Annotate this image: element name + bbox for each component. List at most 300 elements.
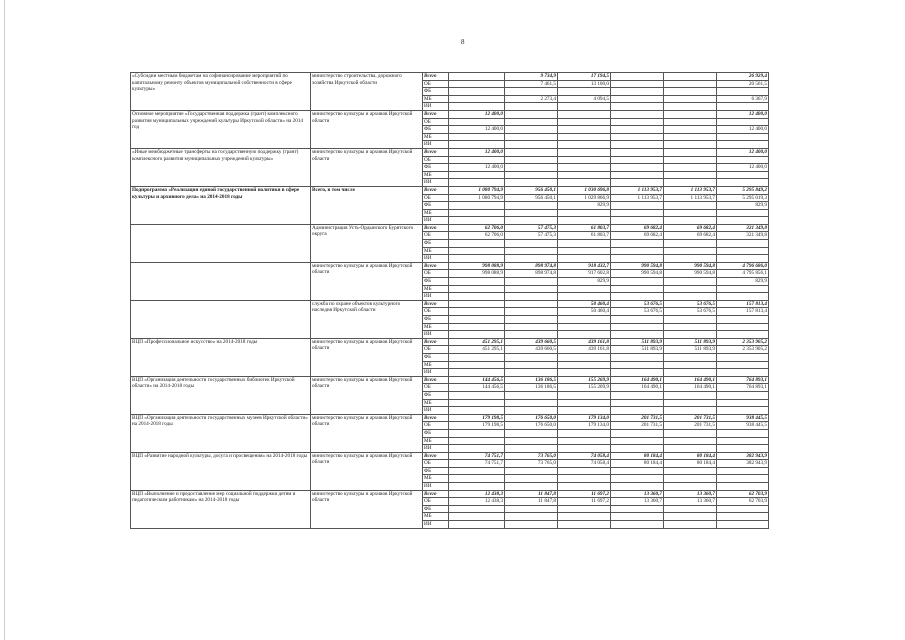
total-amount-cell: 62 703,9 (717, 490, 769, 498)
year-amount-cell: 898 974,8 (505, 262, 558, 270)
year-amount-cell (611, 110, 664, 118)
year-amount-cell (449, 445, 505, 453)
total-amount-cell: 26 929,4 (717, 73, 769, 81)
year-amount-cell: 201 731,5 (664, 422, 717, 430)
year-amount-cell (611, 148, 664, 156)
funding-source-cell: МБ (423, 361, 449, 369)
table-row (131, 73, 769, 81)
funding-source-cell: МБ (423, 95, 449, 103)
year-amount-cell (505, 141, 558, 149)
year-amount-cell (611, 513, 664, 521)
total-amount-cell (717, 475, 769, 483)
total-amount-cell (717, 316, 769, 324)
year-amount-cell: 12 438,3 (449, 498, 505, 506)
year-amount-cell: 11 847,8 (505, 490, 558, 498)
funding-source-cell: ОБ (423, 194, 449, 202)
year-amount-cell (664, 73, 717, 81)
year-amount-cell (558, 255, 611, 263)
year-amount-cell (449, 95, 505, 103)
total-amount-cell (717, 521, 769, 529)
funding-source-cell: МБ (423, 437, 449, 445)
year-amount-cell: 73 765,0 (505, 452, 558, 460)
year-amount-cell (505, 323, 558, 331)
year-amount-cell (449, 323, 505, 331)
total-amount-cell (717, 141, 769, 149)
year-amount-cell (505, 353, 558, 361)
responsible-executor-cell: министерство культуры и архивов Иркутской области (311, 490, 423, 528)
year-amount-cell (558, 240, 611, 248)
total-amount-cell (717, 255, 769, 263)
year-amount-cell (664, 513, 717, 521)
total-amount-cell: 829,9 (717, 278, 769, 286)
funding-source-cell: Всего (423, 490, 449, 498)
funding-source-cell: Всего (423, 110, 449, 118)
year-amount-cell (505, 467, 558, 475)
table-row (131, 300, 769, 308)
year-amount-cell (449, 505, 505, 513)
year-amount-cell (505, 247, 558, 255)
responsible-executor-cell: министерство культуры и архивов Иркутской области (311, 338, 423, 376)
year-amount-cell: 179 134,0 (558, 414, 611, 422)
year-amount-cell (505, 240, 558, 248)
program-name-cell (131, 300, 311, 338)
year-amount-cell (664, 202, 717, 210)
year-amount-cell: 1 080 794,9 (449, 186, 505, 194)
table-row (131, 224, 769, 232)
funding-source-cell: ИИ (423, 217, 449, 225)
total-amount-cell (717, 369, 769, 377)
year-amount-cell (449, 300, 505, 308)
year-amount-cell (611, 285, 664, 293)
year-amount-cell (558, 483, 611, 491)
funding-source-cell: ИИ (423, 179, 449, 187)
total-amount-cell: 6 367,9 (717, 95, 769, 103)
funding-source-cell: ФБ (423, 88, 449, 96)
year-amount-cell: 201 731,5 (664, 414, 717, 422)
year-amount-cell: 176 650,0 (505, 414, 558, 422)
year-amount-cell: 990 594,8 (664, 270, 717, 278)
year-amount-cell (505, 164, 558, 172)
total-amount-cell (717, 445, 769, 453)
year-amount-cell: 1 030 696,8 (558, 186, 611, 194)
year-amount-cell (558, 209, 611, 217)
year-amount-cell (449, 247, 505, 255)
total-amount-cell: 382 943,9 (717, 460, 769, 468)
year-amount-cell (505, 300, 558, 308)
funding-source-cell: ОБ (423, 118, 449, 126)
year-amount-cell (558, 110, 611, 118)
funding-source-cell: ИИ (423, 483, 449, 491)
responsible-executor-cell: служба по охране объектов культурного наследия Иркутской области (311, 300, 423, 338)
year-amount-cell (611, 505, 664, 513)
year-amount-cell (611, 445, 664, 453)
year-amount-cell (558, 316, 611, 324)
responsible-executor-cell: министерство культуры и архивов Иркутской области (311, 262, 423, 300)
funding-source-cell: ИИ (423, 255, 449, 263)
year-amount-cell: 53 676,5 (611, 300, 664, 308)
funding-source-cell: ОБ (423, 422, 449, 430)
year-amount-cell: 53 676,5 (611, 308, 664, 316)
year-amount-cell (664, 179, 717, 187)
year-amount-cell: 74 058,4 (558, 452, 611, 460)
funding-source-cell: Всего (423, 73, 449, 81)
year-amount-cell (505, 217, 558, 225)
year-amount-cell: 69 682,4 (611, 224, 664, 232)
year-amount-cell (664, 505, 717, 513)
total-amount-cell: 157 813,4 (717, 308, 769, 316)
year-amount-cell (558, 88, 611, 96)
year-amount-cell: 1 113 953,7 (664, 186, 717, 194)
year-amount-cell (505, 133, 558, 141)
year-amount-cell (664, 95, 717, 103)
total-amount-cell (717, 437, 769, 445)
year-amount-cell (505, 209, 558, 217)
year-amount-cell (505, 179, 558, 187)
total-amount-cell: 5 295 849,2 (717, 186, 769, 194)
funding-source-cell: ОБ (423, 156, 449, 164)
funding-source-cell: МБ (423, 209, 449, 217)
year-amount-cell (449, 133, 505, 141)
year-amount-cell: 136 186,5 (505, 376, 558, 384)
program-name-cell: ВЦП «Профессиональное искусство» на 2014-2018 годы (131, 338, 311, 376)
year-amount-cell (611, 475, 664, 483)
year-amount-cell (664, 88, 717, 96)
funding-source-cell: МБ (423, 475, 449, 483)
total-amount-cell (717, 467, 769, 475)
year-amount-cell (558, 399, 611, 407)
year-amount-cell (664, 164, 717, 172)
year-amount-cell (558, 429, 611, 437)
program-name-cell: Основное мероприятие «Государственная поддержка (грант) комплексного развития муниципальных учреждений культуры Иркутской области» на 2014 год (131, 110, 311, 148)
total-amount-cell: 4 796 686,0 (717, 262, 769, 270)
year-amount-cell (505, 361, 558, 369)
funding-source-cell: ИИ (423, 141, 449, 149)
total-amount-cell (717, 429, 769, 437)
year-amount-cell (449, 467, 505, 475)
year-amount-cell (449, 407, 505, 415)
total-amount-cell (717, 353, 769, 361)
year-amount-cell (664, 247, 717, 255)
table-row (131, 338, 769, 346)
year-amount-cell (449, 88, 505, 96)
year-amount-cell (558, 164, 611, 172)
year-amount-cell: 990 594,8 (611, 270, 664, 278)
year-amount-cell: 50 460,4 (558, 300, 611, 308)
year-amount-cell: 1 029 866,9 (558, 194, 611, 202)
year-amount-cell (664, 467, 717, 475)
funding-source-cell: ИИ (423, 369, 449, 377)
year-amount-cell (558, 323, 611, 331)
year-amount-cell: 898 974,8 (505, 270, 558, 278)
year-amount-cell: 439 161,8 (558, 346, 611, 354)
program-name-cell: «Субсидии местным бюджетам на софинансирование мероприятий по капитальному ремонту объектов муниципальной собственности в сфере культуры» (131, 73, 311, 111)
year-amount-cell (558, 247, 611, 255)
year-amount-cell: 829,9 (558, 278, 611, 286)
year-amount-cell (449, 255, 505, 263)
year-amount-cell: 61 803,7 (558, 224, 611, 232)
year-amount-cell (558, 331, 611, 339)
total-amount-cell: 12 400,0 (717, 148, 769, 156)
total-amount-cell: 20 561,5 (717, 80, 769, 88)
year-amount-cell (611, 240, 664, 248)
year-amount-cell: 12 400,0 (449, 126, 505, 134)
year-amount-cell (505, 331, 558, 339)
year-amount-cell (505, 483, 558, 491)
funding-source-cell: МБ (423, 171, 449, 179)
year-amount-cell (558, 133, 611, 141)
year-amount-cell: 74 751,7 (449, 460, 505, 468)
year-amount-cell: 74 751,7 (449, 452, 505, 460)
funding-source-cell: МБ (423, 323, 449, 331)
funding-source-cell: ИИ (423, 103, 449, 111)
total-amount-cell: 12 400,0 (717, 126, 769, 134)
year-amount-cell: 57 475,3 (505, 224, 558, 232)
table-row (131, 110, 769, 118)
year-amount-cell (558, 467, 611, 475)
program-name-cell: «Иные межбюджетные трансферты на государственную поддержку (грант) комплексного развития муниципальных учреждений культуры» (131, 148, 311, 186)
funding-source-cell: ОБ (423, 460, 449, 468)
year-amount-cell (664, 255, 717, 263)
year-amount-cell: 13 360,7 (664, 490, 717, 498)
year-amount-cell: 69 682,4 (611, 232, 664, 240)
year-amount-cell (558, 513, 611, 521)
funding-source-cell: Всего (423, 300, 449, 308)
total-amount-cell: 764 893,1 (717, 376, 769, 384)
budget-table-body (131, 73, 769, 529)
funding-source-cell: ФБ (423, 202, 449, 210)
total-amount-cell (717, 285, 769, 293)
year-amount-cell: 7 461,5 (505, 80, 558, 88)
year-amount-cell (505, 429, 558, 437)
year-amount-cell (611, 467, 664, 475)
year-amount-cell (664, 80, 717, 88)
year-amount-cell (505, 171, 558, 179)
funding-source-cell: ФБ (423, 316, 449, 324)
total-amount-cell (717, 407, 769, 415)
year-amount-cell: 57 475,3 (505, 232, 558, 240)
funding-source-cell: ОБ (423, 270, 449, 278)
year-amount-cell: 164 490,1 (611, 376, 664, 384)
year-amount-cell: 9 734,9 (505, 73, 558, 81)
year-amount-cell (449, 118, 505, 126)
year-amount-cell (505, 88, 558, 96)
year-amount-cell (558, 361, 611, 369)
year-amount-cell (558, 407, 611, 415)
year-amount-cell (664, 148, 717, 156)
year-amount-cell (664, 285, 717, 293)
program-name-cell: ВЦП «Организация деятельности государственных музеев Иркутской области» на 2014-2018 годы (131, 414, 311, 452)
year-amount-cell (449, 209, 505, 217)
total-amount-cell (717, 331, 769, 339)
year-amount-cell (611, 156, 664, 164)
year-amount-cell (611, 202, 664, 210)
year-amount-cell (611, 278, 664, 286)
year-amount-cell (505, 110, 558, 118)
responsible-executor-cell: министерство культуры и архивов Иркутской области (311, 452, 423, 490)
year-amount-cell (558, 521, 611, 529)
year-amount-cell: 53 676,5 (664, 300, 717, 308)
year-amount-cell (558, 475, 611, 483)
funding-source-cell: МБ (423, 247, 449, 255)
year-amount-cell (664, 475, 717, 483)
funding-source-cell: ИИ (423, 331, 449, 339)
year-amount-cell (664, 156, 717, 164)
year-amount-cell: 155 269,9 (558, 384, 611, 392)
funding-source-cell: ФБ (423, 353, 449, 361)
year-amount-cell (558, 285, 611, 293)
total-amount-cell (717, 209, 769, 217)
year-amount-cell (449, 217, 505, 225)
year-amount-cell (611, 483, 664, 491)
year-amount-cell (611, 369, 664, 377)
year-amount-cell: 956 450,1 (505, 186, 558, 194)
year-amount-cell (611, 316, 664, 324)
year-amount-cell: 511 893,9 (611, 346, 664, 354)
year-amount-cell: 179 134,0 (558, 422, 611, 430)
year-amount-cell: 13 100,0 (558, 80, 611, 88)
responsible-executor-cell: министерство культуры и архивов Иркутской области (311, 376, 423, 414)
year-amount-cell (449, 171, 505, 179)
year-amount-cell: 144 456,5 (449, 384, 505, 392)
year-amount-cell: 80 184,4 (664, 460, 717, 468)
total-amount-cell: 5 295 019,3 (717, 194, 769, 202)
year-amount-cell: 1 113 953,7 (611, 194, 664, 202)
year-amount-cell (664, 217, 717, 225)
year-amount-cell (449, 240, 505, 248)
year-amount-cell (664, 399, 717, 407)
year-amount-cell (611, 73, 664, 81)
funding-source-cell: Всего (423, 186, 449, 194)
total-amount-cell: 157 813,4 (717, 300, 769, 308)
year-amount-cell (558, 148, 611, 156)
year-amount-cell (664, 141, 717, 149)
year-amount-cell (449, 475, 505, 483)
year-amount-cell (558, 445, 611, 453)
total-amount-cell: 938 445,5 (717, 422, 769, 430)
funding-source-cell: Всего (423, 262, 449, 270)
scan-edge-line (4, 0, 5, 640)
funding-source-cell: ИИ (423, 521, 449, 529)
year-amount-cell (449, 156, 505, 164)
funding-source-cell: ИИ (423, 293, 449, 301)
year-amount-cell: 80 184,4 (664, 452, 717, 460)
total-amount-cell (717, 217, 769, 225)
year-amount-cell (449, 513, 505, 521)
year-amount-cell (558, 179, 611, 187)
year-amount-cell (558, 171, 611, 179)
year-amount-cell (611, 429, 664, 437)
page-number: 8 (461, 38, 465, 46)
year-amount-cell (558, 141, 611, 149)
year-amount-cell (611, 407, 664, 415)
year-amount-cell: 164 490,1 (664, 376, 717, 384)
total-amount-cell (717, 156, 769, 164)
responsible-executor-cell: Всего, в том числе (311, 186, 423, 224)
year-amount-cell: 990 594,8 (664, 262, 717, 270)
funding-source-cell: ФБ (423, 391, 449, 399)
year-amount-cell: 176 650,0 (505, 422, 558, 430)
funding-source-cell: Всего (423, 414, 449, 422)
program-name-cell: Подпрограмма «Реализация единой государственной политики в сфере культуры и архивного дела» на 2014-2018 годы (131, 186, 311, 224)
year-amount-cell: 136 186,5 (505, 384, 558, 392)
year-amount-cell (664, 110, 717, 118)
total-amount-cell (717, 240, 769, 248)
year-amount-cell (449, 73, 505, 81)
funding-source-cell: ОБ (423, 384, 449, 392)
year-amount-cell (505, 316, 558, 324)
year-amount-cell: 1 080 794,9 (449, 194, 505, 202)
funding-source-cell: Всего (423, 452, 449, 460)
funding-source-cell: ИИ (423, 445, 449, 453)
year-amount-cell (664, 521, 717, 529)
year-amount-cell: 439 660,5 (505, 346, 558, 354)
year-amount-cell (611, 95, 664, 103)
year-amount-cell: 164 490,1 (664, 384, 717, 392)
year-amount-cell (505, 445, 558, 453)
year-amount-cell (505, 505, 558, 513)
year-amount-cell (449, 179, 505, 187)
year-amount-cell (558, 217, 611, 225)
year-amount-cell: 11 697,2 (558, 498, 611, 506)
year-amount-cell (558, 293, 611, 301)
year-amount-cell (449, 202, 505, 210)
total-amount-cell: 764 893,1 (717, 384, 769, 392)
year-amount-cell: 80 184,4 (611, 460, 664, 468)
funding-source-cell: ОБ (423, 308, 449, 316)
funding-source-cell: ОБ (423, 346, 449, 354)
year-amount-cell (558, 353, 611, 361)
total-amount-cell (717, 505, 769, 513)
funding-source-cell: Всего (423, 338, 449, 346)
year-amount-cell (664, 240, 717, 248)
year-amount-cell (664, 445, 717, 453)
year-amount-cell: 201 731,5 (611, 414, 664, 422)
year-amount-cell (664, 323, 717, 331)
funding-source-cell: МБ (423, 133, 449, 141)
program-name-cell: ВЦП «Выполнение и предоставление мер социальной поддержки детям и педагогическим работникам» на 2014-2018 годы (131, 490, 311, 528)
year-amount-cell (664, 316, 717, 324)
year-amount-cell: 13 360,7 (611, 498, 664, 506)
table-row (131, 490, 769, 498)
year-amount-cell (611, 331, 664, 339)
table-row (131, 452, 769, 460)
funding-source-cell: МБ (423, 513, 449, 521)
year-amount-cell: 439 161,8 (558, 338, 611, 346)
year-amount-cell (558, 369, 611, 377)
year-amount-cell (505, 285, 558, 293)
year-amount-cell: 12 400,0 (449, 148, 505, 156)
year-amount-cell (611, 361, 664, 369)
year-amount-cell: 12 400,0 (449, 110, 505, 118)
total-amount-cell: 321 349,8 (717, 224, 769, 232)
year-amount-cell: 69 682,4 (664, 232, 717, 240)
program-name-cell (131, 262, 311, 300)
year-amount-cell (505, 126, 558, 134)
year-amount-cell (611, 164, 664, 172)
year-amount-cell: 12 438,3 (449, 490, 505, 498)
program-name-cell: ВЦП «Организация деятельности государственных библиотек Иркутской области» на 2014-2018 годы (131, 376, 311, 414)
year-amount-cell: 12 400,0 (449, 164, 505, 172)
year-amount-cell (611, 80, 664, 88)
funding-source-cell: ОБ (423, 498, 449, 506)
year-amount-cell (558, 437, 611, 445)
funding-source-cell: Всего (423, 224, 449, 232)
year-amount-cell (664, 429, 717, 437)
year-amount-cell: 61 803,7 (558, 232, 611, 240)
year-amount-cell: 179 198,5 (449, 414, 505, 422)
total-amount-cell (717, 88, 769, 96)
year-amount-cell (611, 247, 664, 255)
